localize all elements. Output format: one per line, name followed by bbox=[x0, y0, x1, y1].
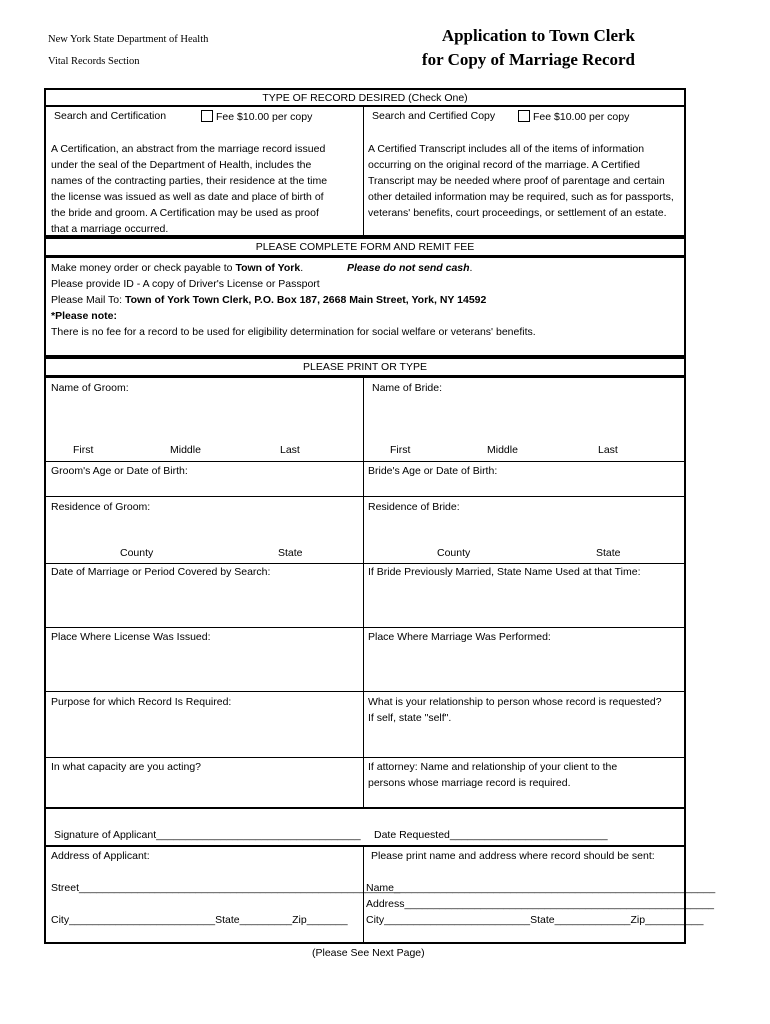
signature-section bbox=[44, 807, 686, 847]
date-of-marriage-label: Date of Marriage or Period Covered by Search: bbox=[51, 566, 271, 578]
groom-county-label: County bbox=[120, 547, 154, 559]
bride-middle-label: Middle bbox=[487, 444, 518, 456]
relationship-hint: If self, state "self". bbox=[368, 712, 452, 724]
groom-last-label: Last bbox=[280, 444, 300, 456]
groom-first-label: First bbox=[73, 444, 94, 456]
send-to-label: Please print name and address where record should be sent: bbox=[371, 850, 655, 862]
capacity-label: In what capacity are you acting? bbox=[51, 761, 202, 773]
fee-label: Fee $10.00 per copy bbox=[533, 111, 630, 123]
groom-age-label: Groom's Age or Date of Birth: bbox=[51, 465, 188, 477]
id-requirement: Please provide ID - A copy of Driver's License or Passport bbox=[51, 278, 320, 290]
fee-checkbox-certification[interactable] bbox=[201, 110, 312, 123]
bride-last-label: Last bbox=[598, 444, 618, 456]
page-title-line1: Application to Town Clerk bbox=[441, 26, 635, 45]
attorney-label: If attorney: Name and relationship of your client to the bbox=[368, 761, 618, 773]
city-state-zip-field[interactable]: City_________________________State_________Zip_______ bbox=[51, 914, 348, 926]
groom-name-field[interactable] bbox=[51, 385, 361, 445]
fee-checkbox-certified-copy[interactable] bbox=[518, 110, 629, 123]
certification-description: A Certification, an abstract from the marriage record issued under the seal of the Department of Health, includes the names of the contracting parties, their residence at the time the license was issued as well as date and place of birth of the bride and groom. A Certification may be used as proof that a marriage occurred. bbox=[51, 143, 328, 235]
recipient-address-field[interactable]: Address_____________________________________________________ bbox=[366, 898, 715, 910]
option-search-certified-copy: Search and Certified Copy bbox=[372, 110, 496, 122]
attorney-label-line2: persons whose marriage record is required. bbox=[368, 777, 571, 789]
fee-label: Fee $10.00 per copy bbox=[216, 111, 313, 123]
place-marriage-performed-label: Place Where Marriage Was Performed: bbox=[368, 631, 551, 643]
no-cash-note: Please do not send cash. bbox=[347, 262, 473, 274]
print-or-type-band: PLEASE PRINT OR TYPE bbox=[44, 357, 686, 377]
note-label: *Please note: bbox=[51, 310, 117, 322]
bride-name-label: Name of Bride: bbox=[372, 382, 443, 394]
bride-residence-label: Residence of Bride: bbox=[368, 501, 460, 513]
certified-copy-description: A Certified Transcript includes all of the items of information occurring on the original record of the marriage. A Certified Transcript may be needed where proof of parentage and certain other detailed information may be required, such as for passports, veterans' benefits, court proceedings, or settlement of an estate. bbox=[368, 143, 674, 219]
bride-age-label: Bride's Age or Date of Birth: bbox=[368, 465, 498, 477]
section-name: Vital Records Section bbox=[48, 56, 140, 67]
groom-middle-label: Middle bbox=[170, 444, 201, 456]
relationship-label: What is your relationship to person whose record is requested? bbox=[368, 696, 662, 708]
date-requested-field[interactable]: Date Requested___________________________ bbox=[374, 829, 608, 841]
purpose-label: Purpose for which Record Is Required: bbox=[51, 696, 232, 708]
groom-name-label: Name of Groom: bbox=[51, 382, 129, 394]
mail-to-line: Please Mail To: Town of York Town Clerk, P.O. Box 187, 2668 Main Street, York, NY 14592 bbox=[51, 294, 487, 306]
bride-previous-name-label: If Bride Previously Married, State Name Used at that Time: bbox=[368, 566, 641, 578]
note-text: There is no fee for a record to be used for eligibility determination for social welfare or veterans' benefits. bbox=[51, 326, 536, 338]
bride-first-label: First bbox=[390, 444, 411, 456]
recipient-city-state-zip-field[interactable]: City_________________________State_____________Zip__________ bbox=[366, 914, 704, 926]
checkbox-icon[interactable] bbox=[201, 110, 213, 122]
street-field[interactable]: Street_______________________________________________________ bbox=[51, 882, 401, 894]
bride-county-label: County bbox=[437, 547, 471, 559]
page-title-line2: for Copy of Marriage Record bbox=[421, 50, 635, 69]
bride-name-field[interactable] bbox=[368, 385, 682, 445]
applicant-address-label: Address of Applicant: bbox=[51, 850, 150, 862]
groom-residence-label: Residence of Groom: bbox=[51, 501, 151, 513]
recipient-name-field[interactable]: Name_______________________________________________________ bbox=[366, 882, 716, 894]
see-next-page-note: (Please See Next Page) bbox=[312, 947, 425, 959]
option-search-certification: Search and Certification bbox=[54, 110, 167, 122]
record-type-band: TYPE OF RECORD DESIRED (Check One) bbox=[44, 88, 686, 107]
department-name: New York State Department of Health bbox=[48, 34, 209, 45]
bride-state-label: State bbox=[596, 547, 621, 559]
payable-line: Make money order or check payable to Town of York. bbox=[51, 262, 304, 274]
signature-field[interactable]: Signature of Applicant___________________________________ bbox=[54, 829, 361, 841]
groom-state-label: State bbox=[278, 547, 303, 559]
checkbox-icon[interactable] bbox=[518, 110, 530, 122]
remit-fee-band: PLEASE COMPLETE FORM AND REMIT FEE bbox=[44, 237, 686, 257]
place-license-issued-label: Place Where License Was Issued: bbox=[51, 631, 211, 643]
